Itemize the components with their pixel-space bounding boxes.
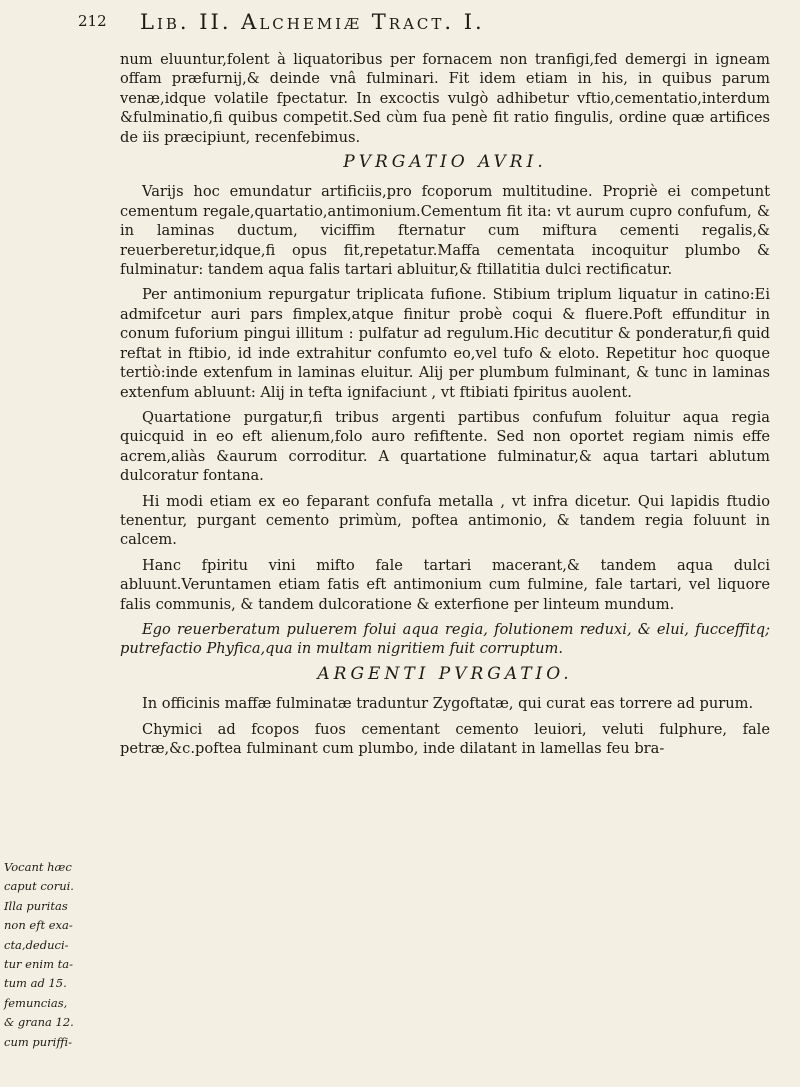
body-paragraph: num eluuntur,folent à liquatoribus per fornacem non tranfigi,fed demergi in igneam offam præfurnij,& deinde vnâ fulminari. Fit idem etiam in his, in quibus parum venæ,idque volatile fpectatur. In excoctis vulgò adhibetur vftio,cementatio,interdum &fulminatio,fi quibus competit.Sed cùm fua penè fit ratio fingulis, ordine quæ artifices de iis præcipiunt, recenfebimus.: [120, 51, 770, 146]
margin-note-line: tur enim ta-: [4, 957, 73, 972]
body-paragraph: Chymici ad fcopos fuos cementant cemento leuiori, veluti fulphure, fale petræ,&c.poftea fulminant cum plumbo, inde dilatant in lamellas feu bra-: [120, 720, 770, 757]
margin-note-line: & grana 12.: [4, 1015, 74, 1030]
main-text-column: [120, 50, 770, 764]
section-heading: ARGENTI PVRGATIO.: [317, 663, 573, 684]
body-paragraph: In officinis maffæ fulminatæ traduntur Zygoftatæ, qui curat eas torrere ad purum.: [142, 695, 754, 713]
margin-note-line: Vocant hæc: [4, 860, 72, 874]
body-paragraph: Per antimonium repurgatur triplicata fufione. Stibium triplum liquatur in catino:Ei admifcetur auri pars fimplex,atque finitur probè coqui & fluere.Poft effunditur in conum fuforium pingui illitum : pulfatur ad regulum.Hic decutitur & ponderatur,fi quid reftat in ftibio, id inde extrahitur confumto eo,vel tufo & eloto. Repetitur hoc quoque tertiò:inde extenfum in laminas eluitur. Alij per plumbum fulminant, & tunc in laminas extenfum abluunt: Alij in tefta ignifaciunt , vt ftibiati fpiritus auolent.: [120, 286, 770, 401]
margin-notes: [4, 858, 116, 1052]
margin-note-line: tum ad 15.: [4, 976, 67, 991]
body-paragraph: Quartatione purgatur,fi tribus argenti partibus confufum foluitur aqua regia quicquid in eo eft alienum,folo auro refiftente. Sed non oportet regiam nimis effe acrem,aliàs &aurum corroditur. A quartatione fulminatur,& aqua tartari ablutum dulcoratur fontana.: [120, 408, 770, 485]
margin-note-line: cum puriffi-: [4, 1034, 73, 1049]
body-paragraph: Hi modi etiam ex eo feparant confufa metalla , vt infra dicetur. Qui lapidis ftudio tenentur, purgant cemento primùm, poftea antimonio, & tandem regia foluunt in calcem.: [120, 492, 770, 549]
section-heading: PVRGATIO AVRI.: [343, 152, 547, 173]
margin-note-line: Illa puritas: [4, 898, 68, 913]
italic-note-paragraph: Ego reuerberatum puluerem folui aqua regia, folutionem reduxi, & elui, fucceffitq; putrefactio Phyfica,qua in multam nigritiem fuit corruptum.: [120, 620, 770, 658]
body-paragraph: Hanc fpiritu vini mifto fale tartari macerant,& tandem aqua dulci abluunt.Veruntamen etiam fatis eft antimonium cum fulmine, fale tartari, vel liquore falis communis, & tandem dulcoratione & exterfione per linteum mundum.: [120, 556, 770, 613]
page-number: 212: [78, 12, 107, 30]
margin-note-line: non eft exa-: [4, 918, 73, 933]
margin-note-line: femuncias,: [4, 995, 68, 1010]
running-title: Lib. II. Alchemiæ Tract. I.: [140, 10, 485, 34]
page-header: [78, 10, 768, 44]
margin-note-line: cta,deduci-: [4, 937, 69, 952]
body-paragraph: Varijs hoc emundatur artificiis,pro fcoporum multitudine. Propriè ei competunt cementum regale,quartatio,antimonium.Cementum fit ita: vt aurum cupro confufum, & in laminas ductum, viciffim fternatur cum miftura cementi regalis,& reuerberetur,idque,fi opus fit,repetatur.Maffa cementata incoquitur plumbo & fulminatur: tandem aqua falis tartari abluitur,& ftillatitia dulci rectificatur.: [120, 183, 770, 279]
margin-note-line: caput corui.: [4, 879, 74, 894]
